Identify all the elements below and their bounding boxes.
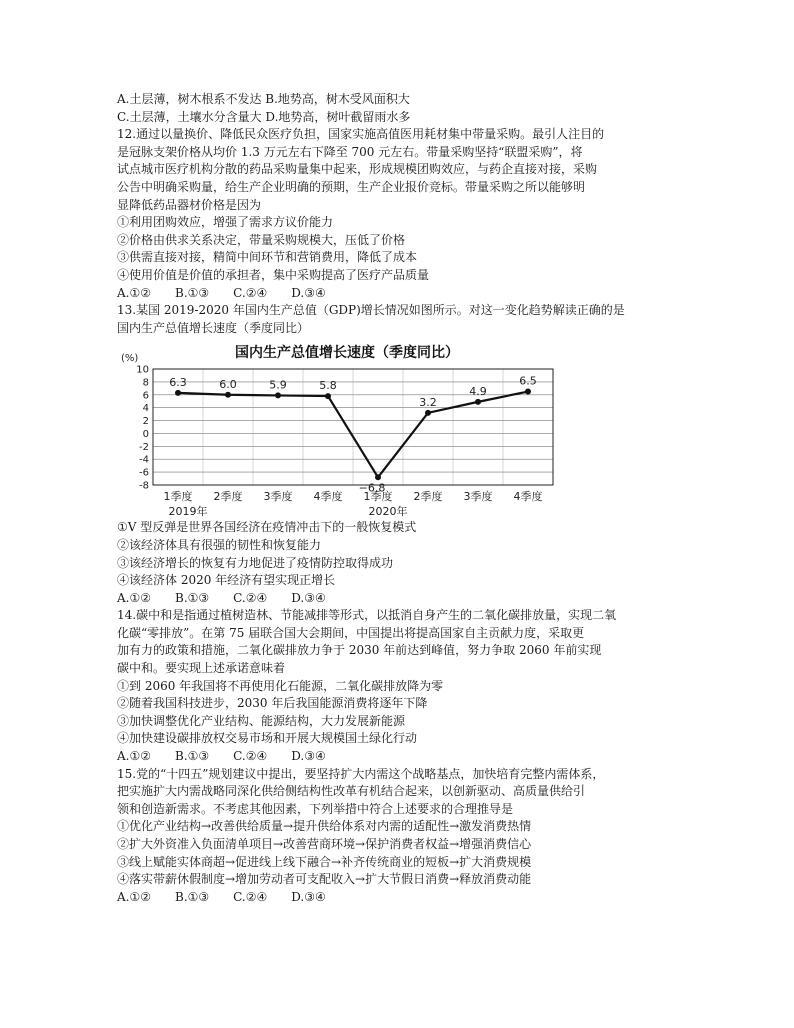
gdp-chart-svg — [117, 339, 557, 517]
y-tick-label: 0 — [142, 429, 149, 441]
q15-item: ④落实带薪休假制度→增加劳动者可支配收入→扩大节假日消费→释放消费动能 — [117, 872, 532, 887]
q12-stem-line: 是冠脉支架价格从均价 1.3 万元左右下降至 700 元左右。带量采购坚持“联盟采购”，将 — [117, 144, 583, 159]
q12-item: ②价格由供求关系决定，带量采购规模大，压低了价格 — [117, 232, 406, 247]
q13-stem-line: 13.某国 2019-2020 年国内生产总值（GDP)增长情况如图所示。对这一变化趋势解读正确的是 — [117, 303, 625, 318]
data-point — [225, 392, 231, 398]
q15-stem-line: 领和创造新需求。不考虑其他因素，下列举措中符合上述要求的合理推导是 — [117, 801, 514, 816]
data-point — [425, 410, 431, 416]
q13-item: ②该经济体具有很强的韧性和恢复能力 — [117, 537, 322, 552]
q15-item: ③线上赋能实体商超→促进线上线下融合→补齐传统商业的短板→扩大消费规模 — [117, 854, 532, 869]
data-point — [475, 399, 481, 405]
y-tick-label: -4 — [139, 455, 149, 467]
y-tick-label: 6 — [142, 390, 149, 402]
year-label: 2019年 — [168, 505, 208, 519]
q14-stem-line: 化碳“零排放”。在第 75 届联合国大会期间，中国提出将提高国家自主贡献力度，采取更 — [117, 625, 585, 640]
chart-title: 国内生产总值增长速度（季度同比） — [235, 345, 459, 362]
q14-item: ②随着我国科技进步，2030 年后我国能源消费将逐年下降 — [117, 696, 428, 711]
q12-stem-line: 试点城市医疗机构分散的药品采购量集中起来，形成规模团购效应，与药企直接对接，采购 — [117, 162, 598, 177]
q12-options: A.①② B.①③ C.②④ D.③④ — [117, 285, 326, 300]
q15-item: ①优化产业结构→改善供给质量→提升供给体系对内需的适配性→激发消费热情 — [117, 819, 532, 834]
data-label: 3.2 — [419, 396, 437, 410]
gdp-chart — [117, 339, 557, 517]
data-point — [275, 393, 281, 399]
q12-stem-line: 显降低药品器材价格是因为 — [117, 197, 262, 212]
data-label: 6.3 — [169, 376, 187, 390]
q14-item: ①到 2060 年我国将不再使用化石能源，二氧化碳排放降为零 — [117, 678, 444, 693]
x-tick-label: 4季度 — [313, 490, 343, 504]
y-tick-label: 8 — [142, 377, 149, 389]
q14-stem-line: 碳中和。要实现上述承诺意味着 — [117, 661, 286, 676]
x-tick-label: 1季度 — [363, 490, 393, 504]
q14-stem-line: 加有力的政策和措施，二氧化碳排放力争于 2030 年前达到峰值，努力争取 2060 年前实现 — [117, 643, 602, 658]
q12-item: ①利用团购效应，增强了需求方议价能力 — [117, 215, 334, 230]
q14-options: A.①② B.①③ C.②④ D.③④ — [117, 749, 326, 764]
q13-item: ③该经济增长的恢复有力地促进了疫情防控取得成功 — [117, 555, 394, 570]
data-point — [375, 475, 381, 481]
y-tick-label: -8 — [139, 480, 149, 492]
x-tick-label: 2季度 — [213, 490, 243, 504]
x-tick-label: 1季度 — [163, 490, 193, 504]
data-label: 6.5 — [519, 374, 537, 388]
q15-stem-line: 把实施扩大内需战略同深化供给侧结构性改革有机结合起来，以创新驱动、高质量供给引 — [117, 784, 586, 799]
q13-stem-line: 国内生产总值增长速度（季度同比） — [117, 320, 310, 335]
y-tick-label: 4 — [142, 403, 149, 415]
data-point — [325, 393, 331, 399]
x-tick-label: 3季度 — [463, 490, 493, 504]
y-axis-unit: (%) — [121, 353, 139, 365]
q12-item: ④使用价值是价值的承担者，集中采购提高了医疗产品质量 — [117, 267, 430, 282]
y-tick-label: -6 — [139, 467, 149, 479]
q14-item: ③加快调整优化产业结构、能源结构，大力发展新能源 — [117, 713, 406, 728]
data-label: 6.0 — [219, 378, 237, 392]
data-point — [175, 390, 181, 396]
q15-item: ②扩大外资准入负面清单项目→改善营商环境→保护消费者权益→增强消费信心 — [117, 837, 532, 851]
q12-item: ③供需直接对接，精简中间环节和营销费用，降低了成本 — [117, 250, 418, 265]
q13-item: ①V 型反弹是世界各国经济在疫情冲击下的一般恢复模式 — [117, 520, 417, 535]
q11-option-line: A.土层薄，树木根系不发达 B.地势高，树木受风面积大 — [117, 92, 410, 106]
q15-options: A.①② B.①③ C.②④ D.③④ — [117, 889, 326, 904]
q11-option-line: C.土层薄，土壤水分含量大 D.地势高，树叶截留雨水多 — [117, 109, 411, 124]
q14-stem-line: 14.碳中和是指通过植树造林、节能减排等形式，以抵消自身产生的二氧化碳排放量，实现二氧 — [117, 608, 617, 623]
q12-stem-line: 公告中明确采购量，给生产企业明确的预期，生产企业报价竞标。带量采购之所以能够明 — [117, 179, 586, 194]
q13-options: A.①② B.①③ C.②④ D.③④ — [117, 590, 326, 605]
exam-page — [117, 91, 687, 906]
q13-item: ④该经济体 2020 年经济有望实现正增长 — [117, 573, 336, 588]
q15-stem-line: 15.党的“十四五”规划建议中提出，要坚持扩大内需这个战略基点，加快培育完整内需体系， — [117, 766, 605, 781]
data-label: −6.8 — [358, 481, 386, 495]
y-tick-label: -2 — [139, 442, 149, 454]
q12-stem-line: 12.通过以量换价、降低民众医疗负担，国家实施高值医用耗材集中带量采购。最引人注目的 — [117, 127, 605, 142]
y-tick-label: 2 — [142, 416, 149, 428]
q14-item: ④加快建设碳排放权交易市场和开展大规模国土绿化行动 — [117, 731, 418, 746]
data-point — [525, 389, 531, 395]
x-tick-label: 4季度 — [513, 490, 543, 504]
year-label: 2020年 — [368, 505, 408, 519]
x-tick-label: 3季度 — [263, 490, 293, 504]
data-label: 4.9 — [469, 385, 487, 399]
data-label: 5.8 — [319, 379, 337, 393]
y-tick-label: 10 — [136, 364, 149, 376]
data-label: 5.9 — [269, 378, 287, 392]
x-tick-label: 2季度 — [413, 490, 443, 504]
